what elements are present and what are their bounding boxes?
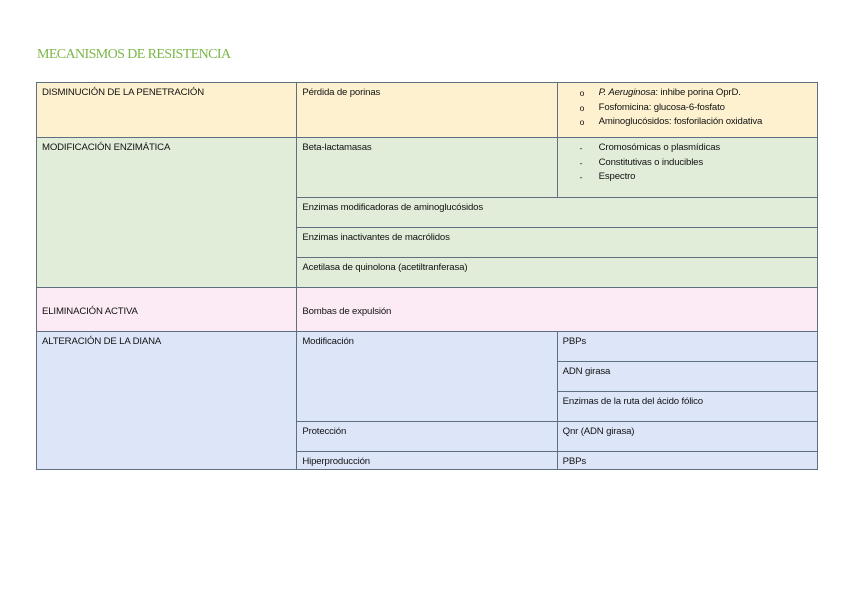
- target-label: ADN girasa: [562, 366, 611, 377]
- list-item: [563, 86, 812, 101]
- bullet-marker: o: [579, 88, 585, 98]
- detail-cell-hiperproduccion: [297, 452, 557, 470]
- list-item: [563, 115, 812, 130]
- target-cell-pbps: [557, 332, 817, 362]
- mechanism-label: MODIFICACIÓN ENZIMÁTICA: [42, 142, 171, 153]
- resistance-mechanisms-table: [36, 82, 818, 470]
- detail-cell-betalactamasas: [297, 138, 557, 198]
- detail-label: Beta-lactamasas: [302, 142, 372, 153]
- note-text: Aminoglucósidos: fosforilación oxidativa: [598, 116, 763, 127]
- detail-cell-quinolona: [297, 258, 818, 288]
- mechanism-cell-eliminacion: [37, 288, 297, 332]
- target-label: Qnr (ADN girasa): [562, 426, 635, 437]
- mechanism-label: ELIMINACIÓN ACTIVA: [42, 305, 138, 317]
- detail-label: Acetilasa de quinolona (acetiltranferasa): [302, 262, 468, 273]
- note-text: : inhibe porina OprD.: [655, 87, 741, 98]
- table-row: [37, 83, 818, 138]
- detail-label: Protección: [302, 426, 347, 437]
- note-text: Espectro: [598, 171, 636, 182]
- detail-cell-porinas: [297, 83, 557, 138]
- target-label: Enzimas de la ruta del ácido fólico: [562, 396, 703, 407]
- list-item: [563, 141, 812, 156]
- detail-label: Enzimas modificadoras de aminoglucósidos: [302, 202, 483, 213]
- note-text: Cromosómicas o plasmídicas: [598, 142, 721, 153]
- mechanism-cell-enzimatica: [37, 138, 297, 288]
- bullet-marker: -: [579, 157, 583, 168]
- mechanism-cell-diana: [37, 332, 297, 470]
- detail-label: Hiperproducción: [302, 456, 370, 467]
- detail-cell-proteccion: [297, 422, 557, 452]
- target-cell-pbps-hiper: [557, 452, 817, 470]
- table-row: [37, 138, 818, 198]
- mechanism-label: ALTERACIÓN DE LA DIANA: [42, 336, 162, 347]
- target-cell-acido-folico: [557, 392, 817, 422]
- detail-label: Modificación: [302, 336, 354, 347]
- target-label: PBPs: [562, 336, 587, 347]
- target-label: PBPs: [562, 456, 587, 467]
- target-cell-qnr: [557, 422, 817, 452]
- list-item: [563, 156, 812, 171]
- bullet-marker: -: [579, 143, 583, 153]
- detail-cell-bombas: [297, 288, 818, 332]
- document-title: MECANISMOS DE RESISTENCIA: [37, 47, 231, 62]
- table-row: [37, 332, 818, 362]
- notes-list: [563, 86, 812, 130]
- bullet-marker: o: [579, 117, 585, 127]
- detail-label: Enzimas inactivantes de macrólidos: [302, 232, 450, 243]
- mechanism-cell-penetracion: [37, 83, 297, 138]
- detail-label: Pérdida de porinas: [302, 87, 381, 98]
- notes-cell-betalactamasas: [557, 138, 817, 198]
- note-text: Constitutivas o inducibles: [598, 156, 704, 168]
- detail-cell-modificacion: [297, 332, 557, 422]
- bullet-marker: -: [579, 172, 583, 182]
- detail-cell-macrolidos: [297, 228, 818, 258]
- detail-cell-aminoglucosidos: [297, 198, 818, 228]
- mechanism-label: DISMINUCIÓN DE LA PENETRACIÓN: [42, 87, 204, 98]
- bullet-marker: o: [579, 102, 585, 113]
- notes-cell-porinas: [557, 83, 817, 138]
- table-row: [37, 288, 818, 332]
- detail-label: Bombas de expulsión: [302, 305, 392, 317]
- note-text: Fosfomicina: glucosa-6-fosfato: [598, 101, 725, 113]
- list-item: [563, 101, 812, 116]
- notes-list: [563, 141, 812, 185]
- target-cell-adn-girasa: [557, 362, 817, 392]
- list-item: [563, 170, 812, 185]
- organism-name: P. Aeruginosa: [598, 87, 656, 98]
